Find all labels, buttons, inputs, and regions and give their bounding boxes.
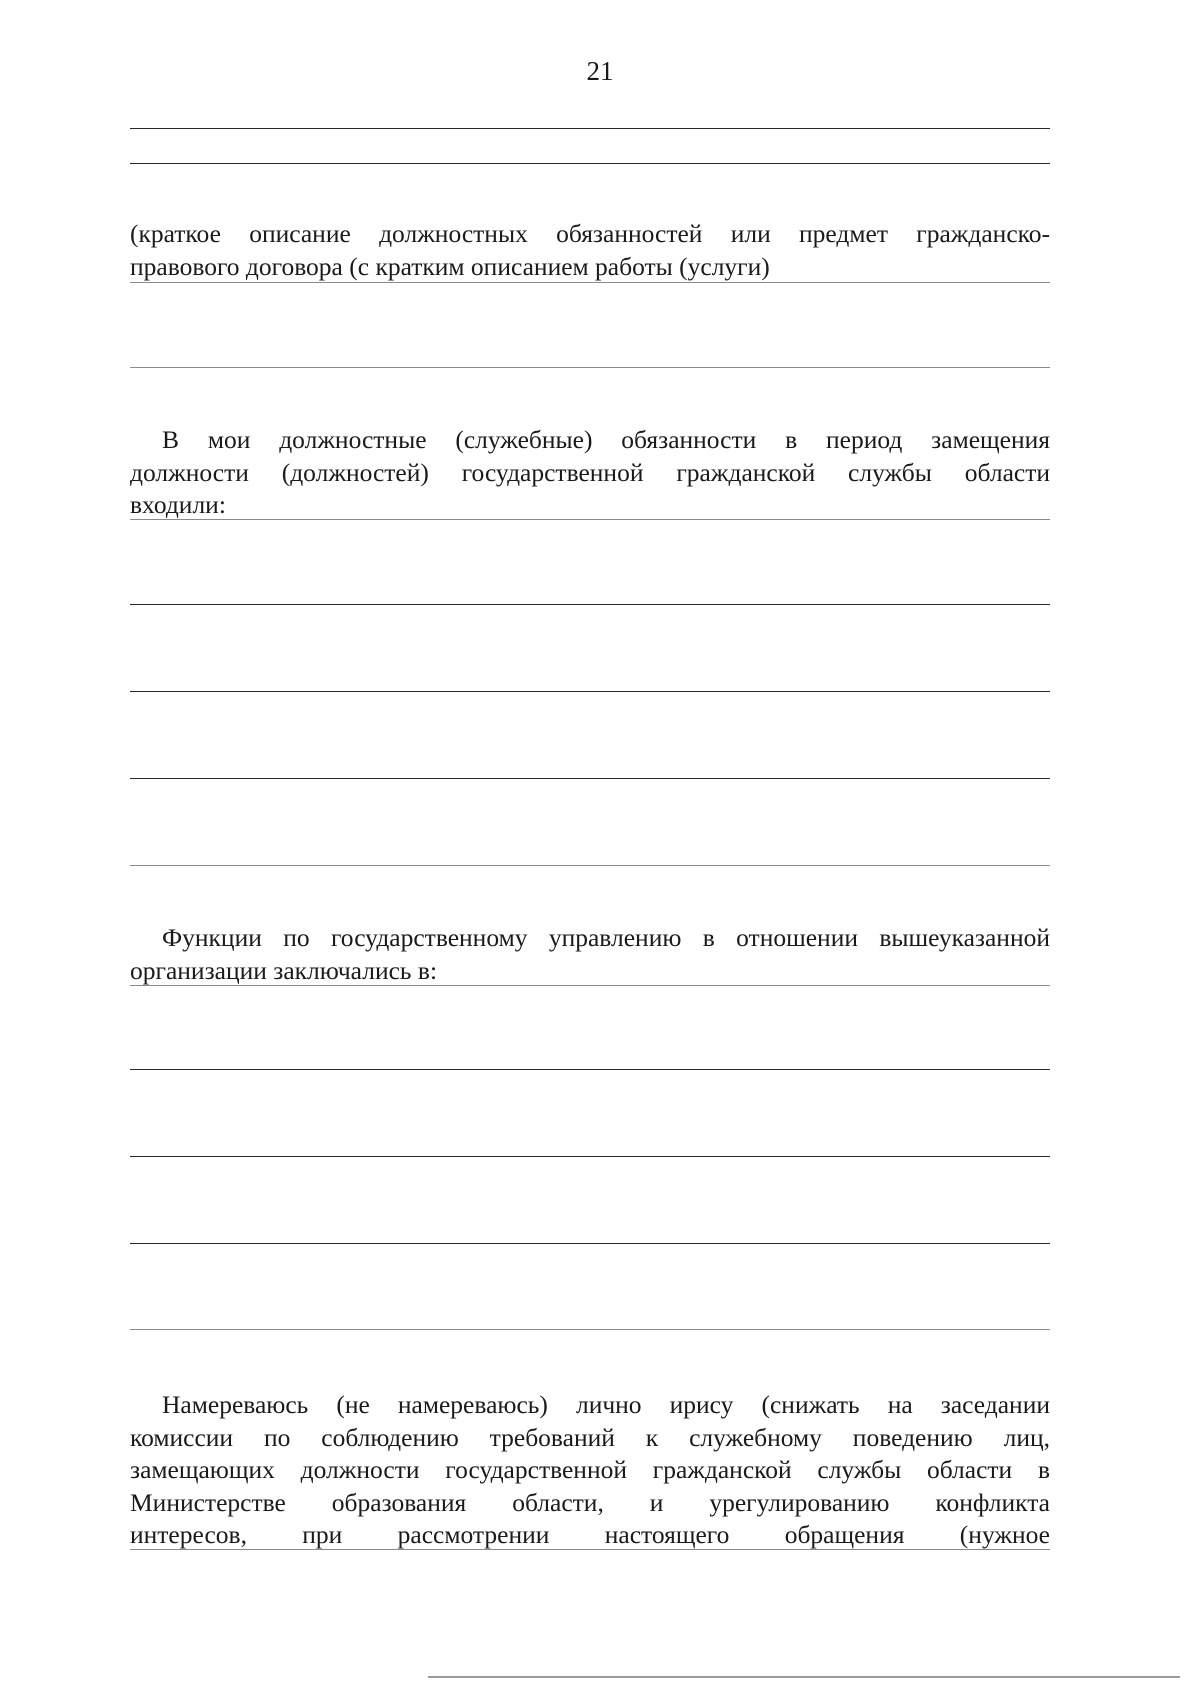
fill-in-line (130, 163, 1050, 164)
text-line: правового договора (с кратким описанием работы (услуги) (130, 251, 770, 281)
text-line: организации заключались в: (130, 955, 438, 985)
text-line: замещающих должности государственной гражданской службы области в (130, 1455, 1050, 1484)
fill-in-line (130, 1069, 1050, 1070)
fill-in-line (130, 604, 1050, 605)
fill-in-line (130, 519, 1050, 520)
page-edge-line (428, 1676, 1180, 1678)
state-management-functions-paragraph (130, 922, 1050, 987)
text-line: интересов, при рассмотрении настоящего обращения (нужное (130, 1520, 1050, 1549)
text-line: В мои должностные (служебные) обязанности в период замещения (162, 425, 1050, 454)
page-number: 21 (586, 56, 614, 86)
fill-in-line (130, 778, 1050, 779)
commission-attendance-paragraph (130, 1389, 1050, 1552)
text-line: комиссии по соблюдению требований к служебному поведению лиц, (130, 1422, 1050, 1452)
text-line: Функции по государственному управлению в отношении вышеуказанной (162, 923, 1050, 952)
text-line: Намереваюсь (не намереваюсь) лично ирису (снижать на заседании (162, 1390, 1050, 1419)
text-line: Министерстве образования области, и урегулированию конфликта (130, 1487, 1050, 1517)
fill-in-line (130, 865, 1050, 866)
fill-in-line (130, 1329, 1050, 1330)
fill-in-line (130, 282, 1050, 283)
text-line: входили: (130, 490, 226, 519)
fill-in-line (130, 1243, 1050, 1244)
duties-description-caption (130, 218, 1050, 283)
fill-in-line (130, 1156, 1050, 1157)
official-duties-paragraph (130, 424, 1050, 522)
text-line: (краткое описание должностных обязанностей или предмет гражданско- (130, 219, 1050, 248)
fill-in-line (130, 128, 1050, 129)
text-line: должности (должностей) государственной гражданской службы области (130, 457, 1050, 487)
fill-in-line (130, 367, 1050, 368)
fill-in-line (130, 985, 1050, 986)
fill-in-line (130, 691, 1050, 692)
fill-in-line (130, 1549, 1050, 1550)
